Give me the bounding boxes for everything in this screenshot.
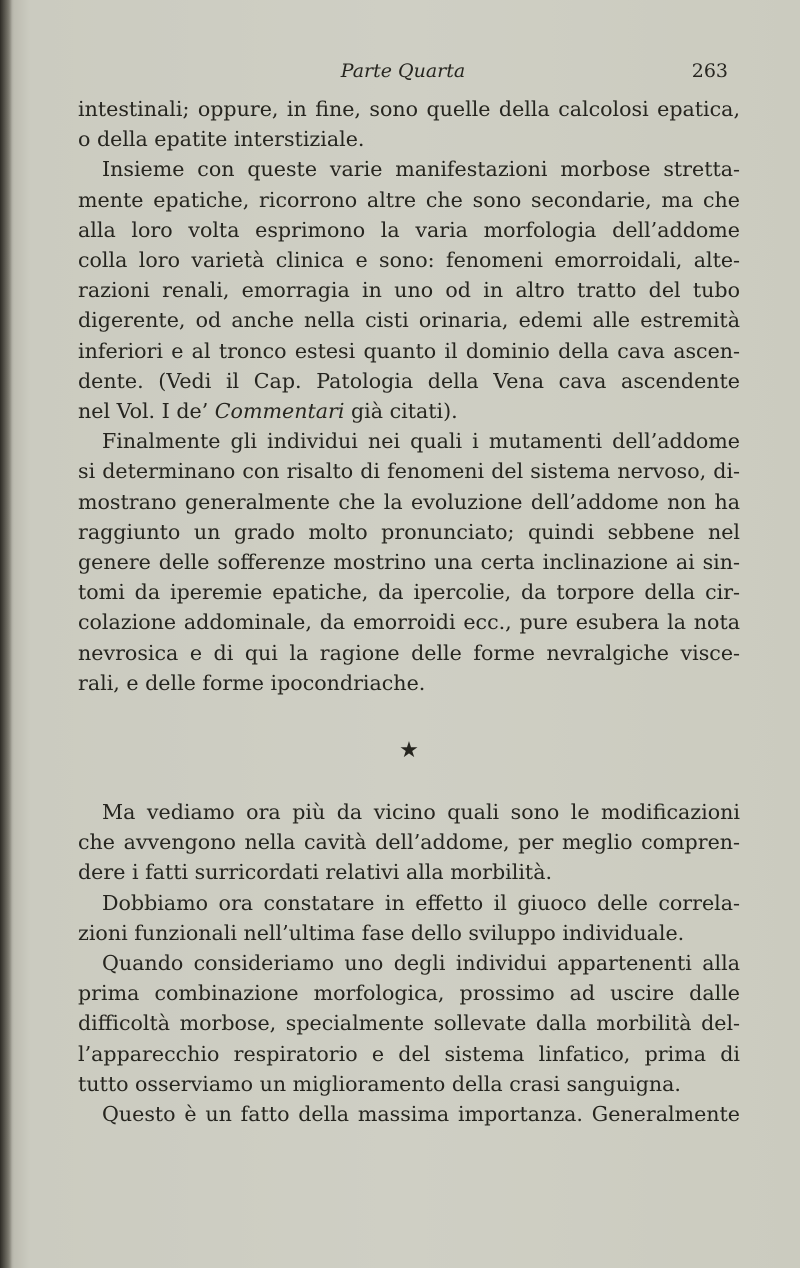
text-line: tomi da iperemie epatiche, da ipercolie, da torpore della cir-	[78, 580, 740, 605]
text-line: nevrosica e di qui la ragione delle forme nevralgiche visce-	[78, 640, 740, 665]
text-line: difficoltà morbose, specialmente sollevate dalla morbilità del-	[78, 1011, 740, 1036]
text-line: tutto osserviamo un miglioramento della crasi sanguigna.	[78, 1071, 681, 1096]
running-title: Parte Quarta	[340, 60, 466, 82]
text-line: rali, e delle forme ipocondriache.	[78, 670, 426, 695]
text-line: Questo è un fatto della massima importanza. Generalmente	[102, 1102, 740, 1127]
section-break-star: ★	[399, 738, 419, 764]
cited-work-title: Commentari	[214, 399, 345, 424]
body-text	[78, 94, 740, 1129]
text-line: Insieme con queste varie manifestazioni morbose stretta-	[102, 157, 740, 182]
text-line: Quando consideriamo uno degli individui appartenenti alla	[102, 951, 740, 976]
text-line: prima combinazione morfologica, prossimo ad uscire dalle	[78, 981, 740, 1006]
binding-shadow	[0, 0, 12, 1268]
text-line: o della epatite interstiziale.	[78, 127, 365, 152]
text-line: Ma vediamo ora più da vicino quali sono le modificazioni	[102, 800, 740, 825]
text-line: dere i fatti surricordati relativi alla morbilità.	[78, 860, 553, 885]
page-header	[78, 60, 728, 90]
text-line: intestinali; oppure, in fine, sono quelle della calcolosi epatica,	[78, 97, 740, 121]
text-line: nel Vol. I de’ Commentari già citati).	[78, 399, 458, 424]
text-line: dente. (Vedi il Cap. Patologia della Vena cava ascendente	[78, 368, 740, 393]
text-line: zioni funzionali nell’ultima fase dello sviluppo individuale.	[78, 920, 685, 945]
page-number: 263	[691, 60, 728, 82]
text-line: digerente, od anche nella cisti orinaria, edemi alle estremità	[78, 308, 740, 333]
text-line: genere delle sofferenze mostrino una certa inclinazione ai sin-	[78, 550, 740, 575]
text-line: si determinano con risalto di fenomeni del sistema nervoso, di-	[78, 459, 740, 484]
text-line: colla loro varietà clinica e sono: fenomeni emorroidali, alte-	[78, 248, 740, 273]
text-line: colazione addominale, da emorroidi ecc., pure esubera la nota	[78, 610, 740, 635]
text-line: mostrano generalmente che la evoluzione dell’addome non ha	[78, 489, 740, 514]
text-line: Finalmente gli individui nei quali i mutamenti dell’addome	[102, 429, 740, 454]
text-line: mente epatiche, ricorrono altre che sono secondarie, ma che	[78, 187, 740, 212]
text-line: razioni renali, emorragia in uno od in altro tratto del tubo	[78, 278, 740, 303]
text-line: raggiunto un grado molto pronunciato; quindi sebbene nel	[78, 519, 740, 544]
text-line: inferiori e al tronco estesi quanto il dominio della cava ascen-	[78, 338, 740, 363]
text-line: che avvengono nella cavità dell’addome, per meglio compren-	[78, 830, 740, 855]
text-line: Dobbiamo ora constatare in effetto il giuoco delle correla-	[102, 890, 740, 915]
text-line: alla loro volta esprimono la varia morfologia dell’addome	[78, 217, 740, 242]
text-line: l’apparecchio respiratorio e del sistema linfatico, prima di	[78, 1041, 740, 1066]
